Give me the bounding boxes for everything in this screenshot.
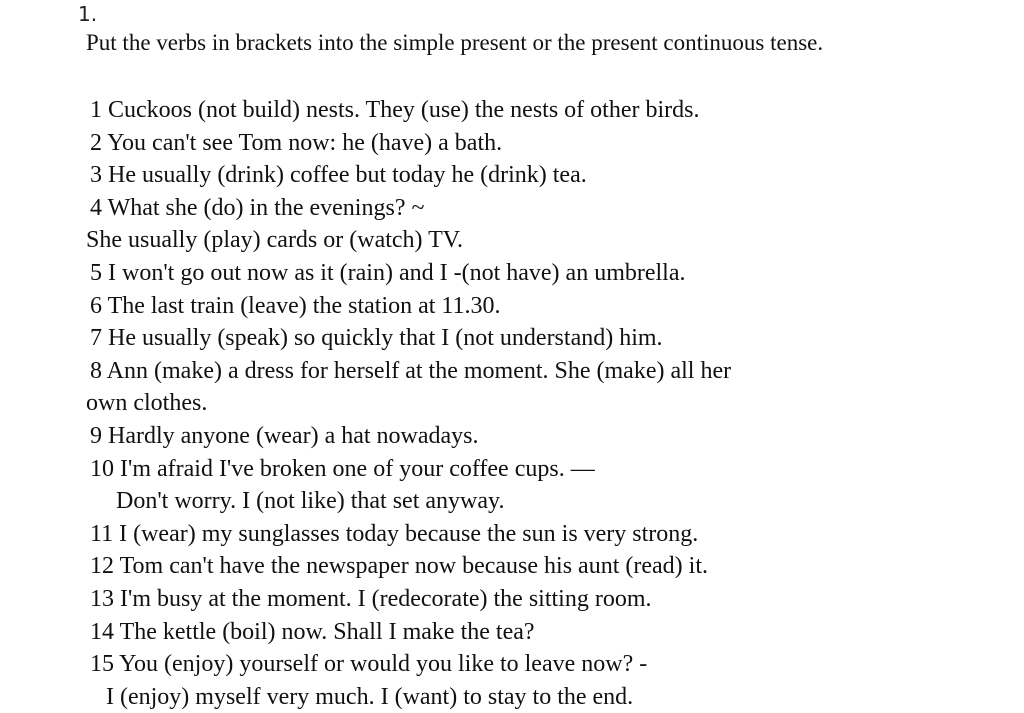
exercise-item-11: 11 I (wear) my sunglasses today because the sun is very strong. xyxy=(90,520,699,547)
exercise-item-4-answer: She usually (play) cards or (watch) TV. xyxy=(86,227,464,254)
exercise-item-2: 2 You can't see Tom now: he (have) a bath. xyxy=(90,129,503,156)
exercise-item-15-answer: I (enjoy) myself very much. I (want) to stay to the end. xyxy=(106,683,634,710)
exercise-item-3: 3 He usually (drink) coffee but today he (drink) tea. xyxy=(90,162,587,189)
exercise-item-15: 15 You (enjoy) yourself or would you like to leave now? - xyxy=(90,651,648,678)
exercise-instruction: Put the verbs in brackets into the simple present or the present continuous tense. xyxy=(86,30,824,55)
exercise-item-10: 10 I'm afraid I've broken one of your coffee cups. — xyxy=(90,455,595,482)
exercise-item-9: 9 Hardly anyone (wear) a hat nowadays. xyxy=(90,422,479,449)
exercise-list xyxy=(86,94,986,713)
exercise-item-10-answer: Don't worry. I (not like) that set anyway. xyxy=(116,488,505,515)
exercise-item-13: 13 I'm busy at the moment. I (redecorate) the sitting room. xyxy=(90,585,652,612)
exercise-item-14: 14 The kettle (boil) now. Shall I make the tea? xyxy=(90,618,535,645)
exercise-item-8: 8 Ann (make) a dress for herself at the moment. She (make) all her xyxy=(90,357,732,384)
exercise-number: 1. xyxy=(78,2,98,26)
exercise-item-1: 1 Cuckoos (not build) nests. They (use) the nests of other birds. xyxy=(90,97,700,123)
exercise-item-4: 4 What she (do) in the evenings? ~ xyxy=(90,194,425,221)
exercise-item-8-continued: own clothes. xyxy=(86,390,208,417)
exercise-item-6: 6 The last train (leave) the station at 11.30. xyxy=(90,292,501,319)
exercise-item-7: 7 He usually (speak) so quickly that I (not understand) him. xyxy=(90,325,663,352)
exercise-item-5: 5 I won't go out now as it (rain) and I -(not have) an umbrella. xyxy=(90,259,686,286)
exercise-item-12: 12 Tom can't have the newspaper now because his aunt (read) it. xyxy=(90,553,708,580)
